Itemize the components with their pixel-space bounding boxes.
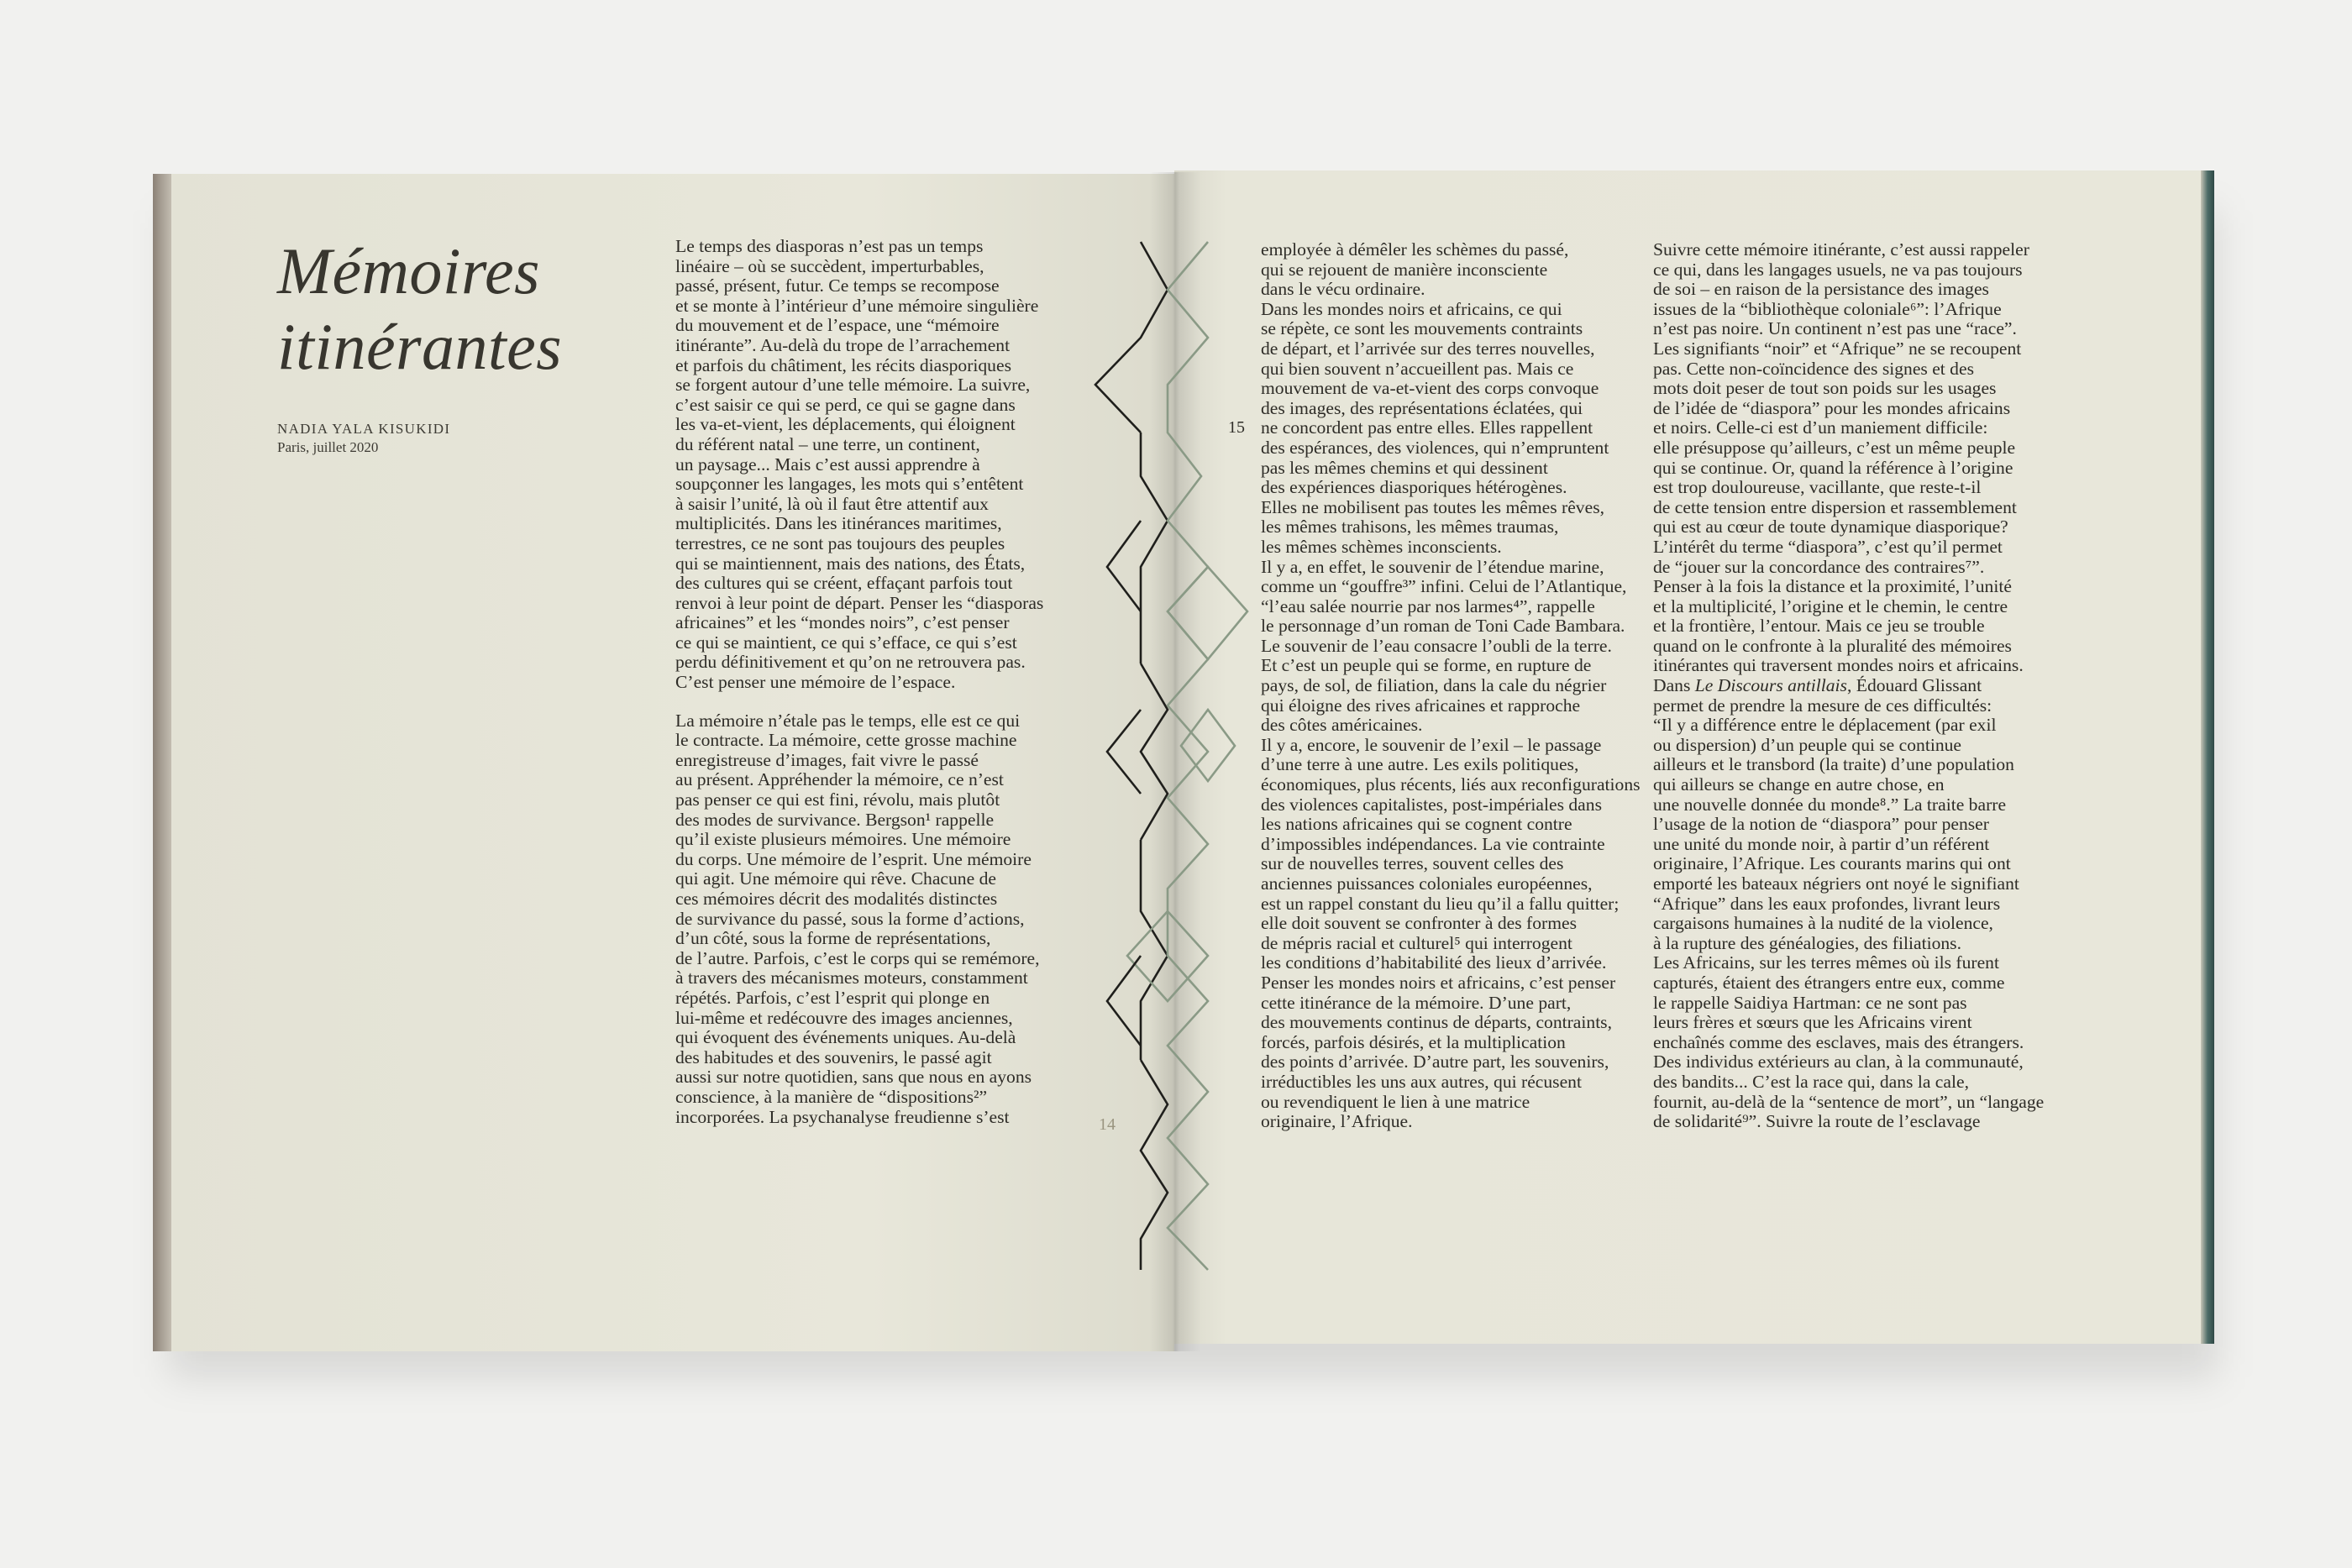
ornament-diamond-black-2 (1107, 521, 1141, 611)
text-line: incorporées. La psychanalyse freudienne s’est (675, 1106, 1010, 1127)
text-line: pas les mêmes chemins et qui dessinent (1261, 457, 1548, 478)
text-line: de soi – en raison de la persistance des images (1653, 279, 1989, 300)
text-line: lui-même et redécouvre des images anciennes, (675, 1007, 1013, 1028)
ornament-diamond-black-3 (1107, 710, 1141, 794)
text-line: une nouvelle donnée du monde⁸.” La traite barre (1653, 794, 2007, 815)
text-line: des côtes américaines. (1261, 715, 1423, 736)
text-line: Les Africains, sur les terres mêmes où ils furent (1653, 952, 1999, 973)
text-line: “Il y a différence entre le déplacement (par exil (1653, 715, 1997, 736)
text-line: Et c’est un peuple qui se forme, en rupture de (1261, 655, 1592, 676)
text-line: ou revendiquent le lien à une matrice (1261, 1091, 1530, 1112)
text-line: soupçonner les langages, les mots qui s’entêtent (675, 474, 1024, 495)
text-line: à travers des mécanismes moteurs, constamment (675, 968, 1028, 989)
text-line: au présent. Appréhender la mémoire, ce n’est (675, 769, 1004, 790)
text-line: qui éloigne des rives africaines et rapproche (1261, 695, 1581, 716)
text-line: se répète, ce sont les mouvements contraints (1261, 318, 1583, 339)
text-line: Dans les mondes noirs et africains, ce qui (1261, 298, 1562, 319)
text-line: des mouvements continus de départs, contraints, (1261, 1012, 1612, 1033)
text-line: est trop douloureuse, vacillante, que reste-t-il (1653, 477, 1982, 498)
text-line: un paysage... Mais c’est aussi apprendre à (675, 454, 980, 475)
text-line: qu’il existe plusieurs mémoires. Une mémoire (675, 829, 1011, 850)
text-line: Le temps des diasporas n’est pas un temps (675, 236, 984, 256)
text-line: ou dispersion) d’un peuple qui se continue (1653, 734, 1962, 755)
page-number-left: 14 (1099, 1115, 1116, 1134)
text-line: le contracte. La mémoire, cette grosse machine (675, 730, 1017, 751)
text-line: du mouvement et de l’espace, une “mémoire (675, 315, 1000, 336)
text-line: et noirs. Celle-ci est d’un maniement difficile: (1653, 417, 1988, 438)
text-line: Elles ne mobilisent pas toutes les mêmes rêves, (1261, 496, 1604, 517)
ornament-line-black (1095, 242, 1168, 1270)
author-name: NADIA YALA KISUKIDI (277, 421, 451, 437)
page-number-right: 15 (1228, 418, 1245, 437)
text-line: ce qui se maintient, ce qui s’efface, ce qui s’est (675, 632, 1017, 653)
text-line: “Afrique” dans les eaux profondes, livrant leurs (1653, 893, 2001, 914)
text-line: qui agit. Une mémoire qui rêve. Chacune de (675, 868, 996, 889)
title-line-2: itinérantes (277, 310, 563, 383)
text-line: perdu définitivement et qu’on ne retrouvera pas. (675, 652, 1026, 673)
text-line: comme un “gouffre³” infini. Celui de l’Atlantique, (1261, 576, 1627, 597)
text-line: “l’eau salée nourrie par nos larmes⁴”, rappelle (1261, 595, 1595, 616)
text-line: elle doit souvent se confronter à des formes (1261, 913, 1577, 934)
text-line: du référent natal – une terre, un continent, (675, 433, 980, 454)
text-line: des points d’arrivée. D’autre part, les souvenirs, (1261, 1051, 1609, 1072)
text-line: cargaisons humaines à la nudité de la violence, (1653, 913, 1993, 934)
text-line: est un rappel constant du lieu qu’il a fallu quitter; (1261, 893, 1620, 914)
title-line-1: Mémoires (277, 234, 541, 307)
text-line: de survivance du passé, sous la forme d’actions, (675, 908, 1025, 929)
text-line: une unité du monde noir, à partir d’un référent (1653, 833, 1990, 854)
text-line: originaire, l’Afrique. (1261, 1111, 1413, 1132)
text-line: des expériences diasporiques hétérogènes. (1261, 477, 1567, 498)
text-line: Penser à la fois la distance et la proximité, l’unité (1653, 576, 2012, 597)
text-line: qui évoquent des événements uniques. Au-delà (675, 1027, 1016, 1048)
text-line: et se monte à l’intérieur d’une mémoire singulière (675, 295, 1039, 316)
text-line: économiques, plus récents, liés aux reconfigurations (1261, 774, 1641, 795)
ornament-diamond-green-2 (1181, 710, 1235, 781)
text-line: les va-et-vient, les déplacements, qui éloignent (675, 414, 1016, 435)
text-line: issues de la “bibliothèque coloniale⁶”: l’Afrique (1653, 298, 2002, 319)
text-line: de cette tension entre dispersion et rassemblement (1653, 496, 2017, 517)
text-line: mots doit peser de tout son poids sur les usages (1653, 378, 1997, 399)
text-line: employée à démêler les schèmes du passé, (1261, 239, 1569, 260)
text-line: Penser les mondes noirs et africains, c’est penser (1261, 972, 1616, 993)
text-line: quand on le confronte à la pluralité des mémoires (1653, 635, 2012, 656)
text-line: qui se maintiennent, mais des nations, des États, (675, 553, 1026, 574)
text-line: pas penser ce qui est fini, révolu, mais plutôt (675, 789, 1000, 810)
text-line: les mêmes schèmes inconscients. (1261, 536, 1502, 557)
ornament-diamond-green-1 (1168, 567, 1247, 659)
text-line: sur de nouvelles terres, souvent celles des (1261, 853, 1564, 874)
text-line: aussi sur notre quotidien, sans que nous en ayons (675, 1067, 1032, 1088)
text-line: de solidarité⁹”. Suivre la route de l’esclavage (1653, 1111, 1981, 1132)
text-line: se forgent autour d’une telle mémoire. La suivre, (675, 375, 1031, 396)
text-line: d’un côté, sous la forme de représentations, (675, 928, 991, 949)
text-line: qui se continue. Or, quand la référence à l’origine (1653, 457, 2013, 478)
text-line: La mémoire n’étale pas le temps, elle est ce qui (675, 710, 1021, 731)
text-line: des habitudes et des souvenirs, le passé agit (675, 1046, 992, 1067)
text-line: fournit, au-delà de la “sentence de mort”, un “langage (1653, 1091, 2045, 1112)
text-line: les conditions d’habitabilité des lieux d’arrivée. (1261, 952, 1607, 973)
text-line: à saisir l’unité, là où il faut être attentif aux (675, 493, 989, 514)
text-line: Des individus extérieurs au clan, à la communauté, (1653, 1051, 2024, 1072)
text-line: dans le vécu ordinaire. (1261, 279, 1425, 300)
text-line: permet de prendre la mesure de ces difficultés: (1653, 695, 1992, 716)
text-line: leurs frères et sœurs que les Africains virent (1653, 1012, 1972, 1033)
text-line: d’impossibles indépendances. La vie contrainte (1261, 833, 1605, 854)
text-line: renvoi à leur point de départ. Penser les “diasporas (675, 592, 1044, 613)
text-line: originaire, l’Afrique. Les courants marins qui ont (1653, 853, 2011, 874)
text-line: les mêmes trahisons, les mêmes traumas, (1261, 517, 1559, 538)
text-line: des images, des représentations éclatées, qui (1261, 397, 1583, 418)
text-line: des cultures qui se créent, effaçant parfois tout (675, 573, 1013, 594)
text-line: C’est penser une mémoire de l’espace. (675, 672, 956, 693)
text-line: Suivre cette mémoire itinérante, c’est aussi rappeler (1653, 239, 2029, 260)
text-line: et la frontière, l’entour. Mais ce jeu se trouble (1653, 616, 1985, 637)
text-line: conscience, à la manière de “dispositions²” (675, 1086, 988, 1107)
text-line: passé, présent, futur. Ce temps se recompose (675, 275, 1000, 296)
text-line: cette itinérance de la mémoire. D’une part, (1261, 992, 1572, 1013)
text-line: de départ, et l’arrivée sur des terres nouvelles, (1261, 338, 1595, 359)
text-line: irréductibles les uns aux autres, qui récusent (1261, 1071, 1582, 1092)
text-line: pays, de sol, de filiation, dans la cale du négrier (1261, 675, 1607, 696)
text-line: qui est au cœur de toute dynamique diasporique? (1653, 517, 2008, 538)
text-line: du corps. Une mémoire de l’esprit. Une mémoire (675, 848, 1032, 869)
text-line: Les signifiants “noir” et “Afrique” ne se recoupent (1653, 338, 2022, 359)
text-line: Il y a, encore, le souvenir de l’exil – le passage (1261, 734, 1602, 755)
text-line: des espérances, des violences, qui n’empruntent (1261, 437, 1609, 458)
text-line: le personnage d’un roman de Toni Cade Bambara. (1261, 616, 1625, 637)
text-line: anciennes puissances coloniales européennes, (1261, 873, 1593, 894)
text-line: Le souvenir de l’eau consacre l’oubli de la terre. (1261, 635, 1612, 656)
text-line: qui bien souvent n’accueillent pas. Mais ce (1261, 358, 1574, 379)
text-line: elle présuppose qu’ailleurs, c’est un même peuple (1653, 437, 2016, 458)
text-line: ce qui, dans les langages usuels, ne va pas toujours (1653, 259, 2023, 280)
text-line: de l’autre. Parfois, c’est le corps qui se remémore, (675, 947, 1040, 968)
text-line: à la rupture des généalogies, des filiations. (1653, 932, 1961, 953)
text-line: qui ailleurs se change en autre chose, en (1653, 774, 1945, 795)
text-line: et la multiplicité, l’origine et le chemin, le centre (1653, 595, 2008, 616)
text-line: forcés, parfois désirés, et la multiplication (1261, 1031, 1566, 1052)
text-line: terrestres, ce ne sont pas toujours des peuples (675, 532, 1005, 553)
text-line: de mépris racial et culturel⁵ qui interrogent (1261, 932, 1572, 953)
text-line: des modes de survivance. Bergson¹ rappelle (675, 809, 995, 830)
text-line: ces mémoires décrit des modalités distinctes (675, 889, 998, 909)
text-line: de “jouer sur la concordance des contraires⁷”. (1653, 556, 1985, 577)
text-line: les nations africaines qui se cognent contre (1261, 814, 1572, 835)
text-line: des bandits... C’est la race qui, dans la cale, (1653, 1071, 1969, 1092)
text-line: de l’idée de “diaspora” pour les mondes africains (1653, 397, 2011, 418)
text-line: enchaînés comme des esclaves, mais des étrangers. (1653, 1031, 2024, 1052)
text-line: multiplicités. Dans les itinérances maritimes, (675, 513, 1002, 534)
text-line: c’est saisir ce qui se perd, ce qui se gagne dans (675, 394, 1016, 415)
text-line: qui se rejouent de manière inconsciente (1261, 259, 1548, 280)
text-line: linéaire – où se succèdent, imperturbables, (675, 255, 984, 276)
text-line: l’usage de la notion de “diaspora” pour penser (1653, 814, 1989, 835)
text-line: des violences capitalistes, post-impériales dans (1261, 794, 1602, 815)
text-line: d’une terre à une autre. Les exils politiques, (1261, 754, 1579, 775)
text-line: capturés, étaient des étrangers entre eux, comme (1653, 972, 2005, 993)
place-date: Paris, juillet 2020 (277, 439, 379, 455)
text-line: ailleurs et le transbord (la traite) d’une population (1653, 754, 2014, 775)
text-line: le rappelle Saidiya Hartman: ce ne sont pas (1653, 992, 1967, 1013)
text-line: itinérantes qui traversent mondes noirs et africains. (1653, 655, 2024, 676)
text-line: répétés. Parfois, c’est l’esprit qui plonge en (675, 987, 990, 1008)
text-line: n’est pas noire. Un continent n’est pas une “race”. (1653, 318, 2017, 339)
text-line: L’intérêt du terme “diaspora”, c’est qu’il permet (1653, 536, 2003, 557)
text-line: Dans Le Discours antillais, Édouard Glissant (1653, 675, 1982, 696)
text-line: ne concordent pas entre elles. Elles rappellent (1261, 417, 1593, 438)
text-line: enregistreuse d’images, fait vivre le passé (675, 749, 979, 770)
text-line: mouvement de va-et-vient des corps convoque (1261, 378, 1599, 399)
text-line: itinérante”. Au-delà du trope de l’arrachement (675, 334, 1011, 355)
text-line: Il y a, en effet, le souvenir de l’étendue marine, (1261, 556, 1604, 577)
text-line: pas. Cette non-coïncidence des signes et des (1653, 358, 1974, 379)
text-line: emporté les bateaux négriers ont noyé le signifiant (1653, 873, 2019, 894)
text-line: africaines” et les “mondes noirs”, c’est penser (675, 612, 1010, 633)
ornament-diamond-black-4 (1107, 956, 1141, 1046)
text-line: et parfois du châtiment, les récits diasporiques (675, 354, 1011, 375)
